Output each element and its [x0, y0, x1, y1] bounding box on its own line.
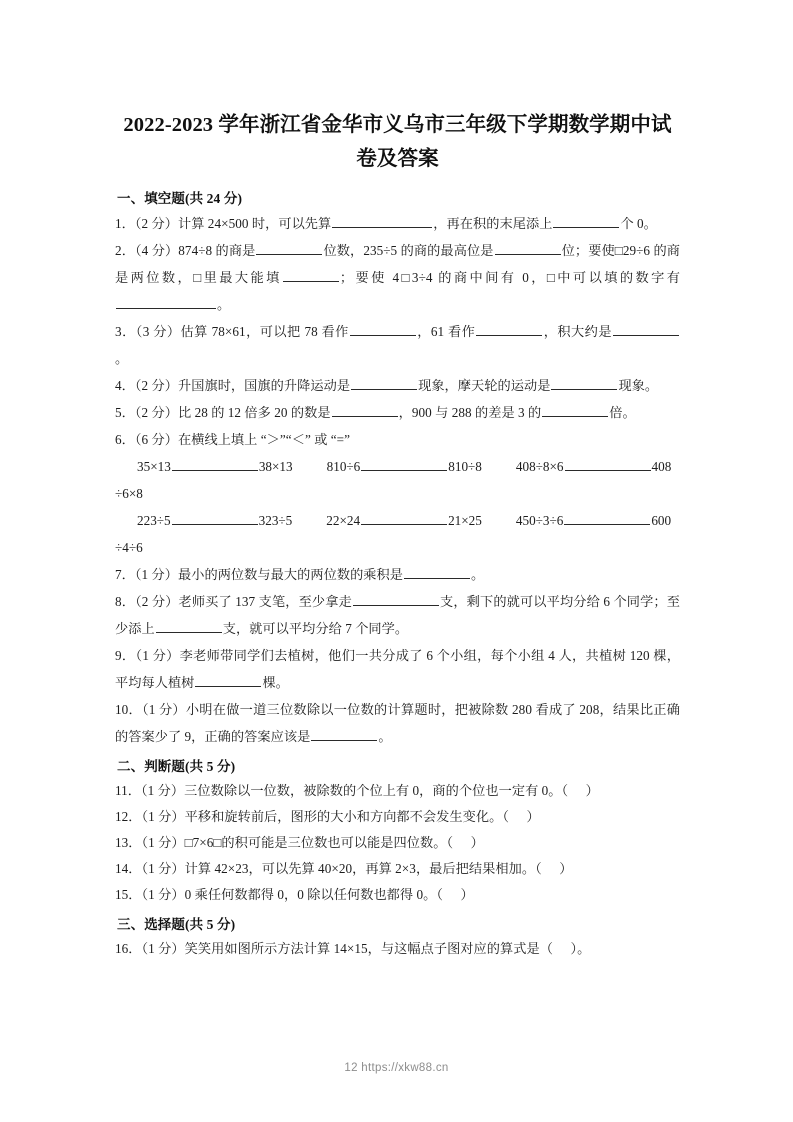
question-9-blank-1[interactable]	[195, 673, 261, 687]
question-7-blank-1[interactable]	[404, 565, 470, 579]
question-3	[115, 318, 680, 372]
question-12-answer-bracket[interactable]	[509, 809, 526, 824]
question-4	[115, 372, 680, 399]
question-12	[115, 804, 680, 830]
question-12-tail: ）	[526, 809, 540, 824]
question-10-part-2: 。	[378, 729, 392, 744]
question-3-blank-1[interactable]	[350, 322, 416, 336]
question-2-blank-4[interactable]	[116, 295, 216, 309]
q6-r2-blank-3[interactable]	[564, 511, 650, 525]
question-10	[115, 696, 680, 750]
question-4-part-2: 现象，摩天轮的运动是	[418, 378, 551, 393]
question-14	[115, 856, 680, 882]
question-8-part-1: 8．（2 分）老师买了 137 支笔，至少拿走	[115, 594, 352, 609]
question-6-row-1	[115, 453, 680, 480]
question-7	[115, 561, 680, 588]
question-8-blank-2[interactable]	[156, 619, 222, 633]
question-8	[115, 588, 680, 642]
question-16-answer-bracket[interactable]	[553, 941, 570, 956]
question-5-blank-2[interactable]	[542, 403, 608, 417]
question-6-row-2	[115, 507, 680, 534]
page-title: 2022-2023 学年浙江省金华市义乌市三年级下学期数学期中试卷及答案	[123, 114, 672, 170]
question-3-blank-3[interactable]	[613, 322, 679, 336]
question-13-text: 13．（1 分）□7×6□的积可能是三位数也可以能是四位数。（	[115, 835, 454, 850]
q6-r1-item1-left: 35×13	[137, 459, 171, 474]
question-3-part-2: ，61 看作	[416, 324, 476, 339]
question-7-part-1: 7．（1 分）最小的两位数与最大的两位数的乘积是	[115, 567, 404, 582]
question-11-tail: ）	[585, 783, 599, 798]
page-footer-watermark: 12 https://xkw88.cn	[344, 1062, 449, 1074]
question-1-blank-2[interactable]	[553, 214, 619, 228]
question-15-answer-bracket[interactable]	[443, 887, 460, 902]
question-1-blank-1[interactable]	[332, 214, 432, 228]
question-16	[115, 936, 680, 962]
question-4-blank-1[interactable]	[351, 376, 417, 390]
question-2	[115, 237, 680, 318]
question-2-blank-1[interactable]	[256, 241, 322, 255]
q6-r2-item3-right: 600	[651, 513, 672, 528]
question-15-text: 15．（1 分）0 乘任何数都得 0，0 除以任何数也都得 0。（	[115, 887, 444, 902]
question-10-blank-1[interactable]	[311, 727, 377, 741]
question-6-prompt: 6．（6 分）在横线上填上 “＞”“＜” 或 “=”	[115, 432, 351, 447]
question-15	[115, 882, 680, 908]
question-11-answer-bracket[interactable]	[568, 783, 585, 798]
question-16-text: 16．（1 分）笑笑用如图所示方法计算 14×15，与这幅点子图对应的算式是（	[115, 941, 553, 956]
question-2-part-3: 位；要使□29÷6 的商是两位数，□里最大能填	[115, 243, 680, 285]
question-8-part-2: 支，剩下的就可以平均分给 6 个同学；至少添上	[115, 594, 680, 636]
question-5-part-1: 5．（2 分）比 28 的 12 倍多 20 的数是	[115, 405, 331, 420]
question-2-part-2: 位数，235÷5 的商的最高位是	[323, 243, 494, 258]
question-6-row-2-continuation: ÷4÷6	[115, 540, 143, 555]
q6-r2-item2-left: 22×24	[326, 513, 361, 528]
question-10-part-1: 10．（1 分）小明在做一道三位数除以一位数的计算题时，把被除数 280 看成了 208，结果比正确的答案少了 9，正确的答案应该是	[115, 702, 680, 744]
question-14-text: 14．（1 分）计算 42×23，可以先算 40×20，再算 2×3，最后把结果相加。（	[115, 861, 542, 876]
q6-r2-item1-right: 323÷5	[258, 513, 293, 528]
question-2-part-5: 。	[217, 297, 231, 312]
question-9-part-2: 棵。	[262, 675, 289, 690]
question-3-part-1: 3．（3 分）估算 78×61，可以把 78 看作	[115, 324, 349, 339]
question-11-text: 11．（1 分）三位数除以一位数，被除数的个位上有 0，商的个位也一定有 0。（	[115, 783, 569, 798]
question-5-part-3: 倍。	[609, 405, 636, 420]
q6-r2-item3-left: 450÷3÷6	[515, 513, 564, 528]
question-13-tail: ）	[470, 835, 484, 850]
question-14-tail: ）	[559, 861, 573, 876]
question-9-part-1: 9．（1 分）李老师带同学们去植树，他们一共分成了 6 个小组，每个小组 4 人，共植树 120 棵，平均每人植树	[115, 648, 680, 690]
question-12-text: 12．（1 分）平移和旋转前后，图形的大小和方向都不会发生变化。（	[115, 809, 509, 824]
question-5-blank-1[interactable]	[332, 403, 398, 417]
question-1-part-1: 1．（2 分）计算 24×500 时，可以先算	[115, 216, 332, 231]
question-3-blank-2[interactable]	[476, 322, 542, 336]
question-2-blank-2[interactable]	[495, 241, 561, 255]
question-2-part-1: 2．（4 分）874÷8 的商是	[115, 243, 256, 258]
question-2-blank-3[interactable]	[283, 268, 339, 282]
q6-r1-blank-2[interactable]	[361, 457, 447, 471]
q6-r1-item3-right: 408	[651, 459, 672, 474]
question-3-part-4: 。	[115, 351, 129, 366]
q6-r1-blank-1[interactable]	[172, 457, 258, 471]
question-5-part-2: ，900 与 288 的差是 3 的	[398, 405, 542, 420]
q6-r1-item2-left: 810÷6	[326, 459, 361, 474]
question-2-part-4: ；要使 4□3÷4 的商中间有 0，□中可以填的数字有	[339, 270, 680, 285]
question-4-part-1: 4．（2 分）升国旗时，国旗的升降运动是	[115, 378, 351, 393]
question-13-answer-bracket[interactable]	[453, 835, 470, 850]
page-content	[115, 108, 680, 962]
question-16-tail: ）。	[570, 941, 591, 956]
q6-r2-item1-left: 223÷5	[137, 513, 171, 528]
section-heading-judge: 二、判断题(共 5 分)	[117, 759, 236, 774]
question-15-tail: ）	[460, 887, 474, 902]
q6-r1-item1-right: 38×13	[258, 459, 293, 474]
section-heading-choice: 三、选择题(共 5 分)	[117, 917, 236, 932]
question-9	[115, 642, 680, 696]
question-4-part-3: 现象。	[618, 378, 659, 393]
question-6-row-1-continuation: ÷6×8	[115, 486, 143, 501]
section-heading-fill-in: 一、填空题(共 24 分)	[117, 191, 243, 206]
question-8-part-3: 支，就可以平均分给 7 个同学。	[222, 621, 409, 636]
question-11	[115, 778, 680, 804]
q6-r1-item3-left: 408÷8×6	[515, 459, 564, 474]
question-4-blank-2[interactable]	[551, 376, 617, 390]
q6-r2-item2-right: 21×25	[448, 513, 482, 528]
q6-r1-blank-3[interactable]	[565, 457, 651, 471]
question-5	[115, 399, 680, 426]
q6-r2-blank-1[interactable]	[172, 511, 258, 525]
question-1-part-3: 个 0。	[620, 216, 657, 231]
question-14-answer-bracket[interactable]	[542, 861, 559, 876]
question-8-blank-1[interactable]	[353, 592, 439, 606]
question-7-part-2: 。	[471, 567, 485, 582]
question-13	[115, 830, 680, 856]
question-1	[115, 210, 680, 237]
q6-r1-item2-right: 810÷8	[448, 459, 482, 474]
question-3-part-3: ，积大约是	[543, 324, 612, 339]
q6-r2-blank-2[interactable]	[361, 511, 447, 525]
question-1-part-2: ，再在积的末尾添上	[433, 216, 553, 231]
